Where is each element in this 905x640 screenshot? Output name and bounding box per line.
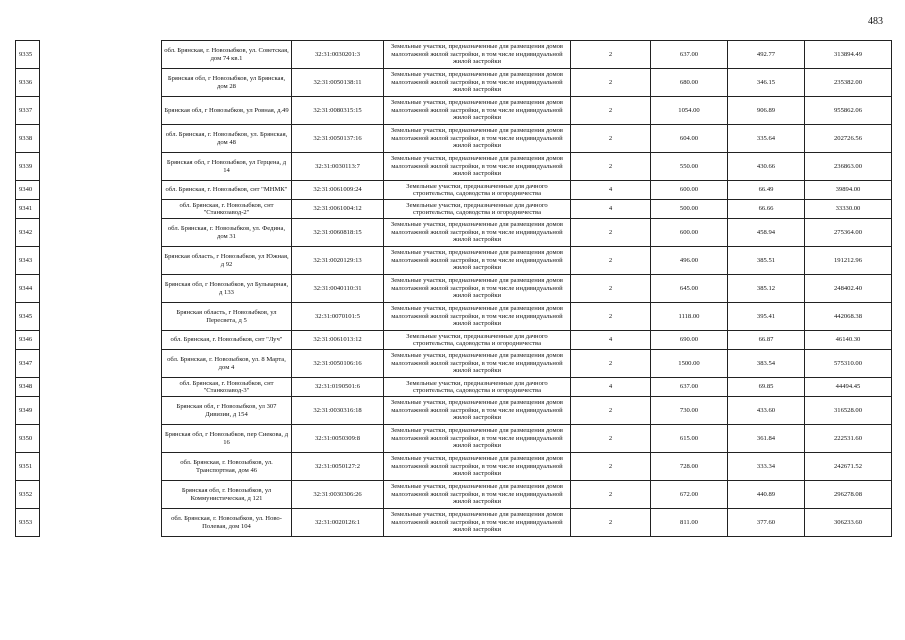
blank-cell [40, 247, 162, 275]
cadastral-value-cell: 242671.52 [805, 453, 892, 481]
cadastral-value-cell: 236863.00 [805, 153, 892, 181]
address-cell: обл. Брянская, г. Новозыбков, ул. Транспортная, дом 46 [162, 453, 292, 481]
group-cell: 2 [571, 97, 651, 125]
group-cell: 2 [571, 219, 651, 247]
specific-value-cell: 433.60 [728, 397, 805, 425]
row-number-cell: 9353 [16, 509, 40, 537]
specific-value-cell: 361.84 [728, 425, 805, 453]
table-row [16, 378, 892, 397]
specific-value-cell: 430.66 [728, 153, 805, 181]
land-use-cell: Земельные участки, предназначенные для размещения домов малоэтажной жилой застройки, в том числе индивидуальной жилой застройки [384, 97, 571, 125]
area-cell: 604.00 [651, 125, 728, 153]
group-cell: 2 [571, 397, 651, 425]
row-number-cell: 9337 [16, 97, 40, 125]
cadastral-number-cell: 32:31:0080315:15 [292, 97, 384, 125]
table-row [16, 397, 892, 425]
group-cell: 4 [571, 331, 651, 350]
land-use-cell: Земельные участки, предназначенные для размещения домов малоэтажной жилой застройки, в том числе индивидуальной жилой застройки [384, 153, 571, 181]
group-cell: 2 [571, 69, 651, 97]
blank-cell [40, 219, 162, 247]
land-use-cell: Земельные участки, предназначенные для размещения домов малоэтажной жилой застройки, в том числе индивидуальной жилой застройки [384, 247, 571, 275]
blank-cell [40, 97, 162, 125]
group-cell: 2 [571, 247, 651, 275]
address-cell: Брянская область, г Новозыбков, ул Пересвета, д 5 [162, 303, 292, 331]
area-cell: 550.00 [651, 153, 728, 181]
specific-value-cell: 377.60 [728, 509, 805, 537]
specific-value-cell: 385.12 [728, 275, 805, 303]
group-cell: 4 [571, 181, 651, 200]
table-row [16, 509, 892, 537]
blank-cell [40, 509, 162, 537]
blank-cell [40, 397, 162, 425]
cadastral-value-cell: 44494.45 [805, 378, 892, 397]
specific-value-cell: 385.51 [728, 247, 805, 275]
row-number-cell: 9340 [16, 181, 40, 200]
row-number-cell: 9342 [16, 219, 40, 247]
cadastral-number-cell: 32:31:0070101:5 [292, 303, 384, 331]
row-number-cell: 9338 [16, 125, 40, 153]
table-row [16, 181, 892, 200]
table-row [16, 41, 892, 69]
cadastral-value-cell: 313894.49 [805, 41, 892, 69]
blank-cell [40, 153, 162, 181]
blank-cell [40, 181, 162, 200]
row-number-cell: 9341 [16, 200, 40, 219]
specific-value-cell: 66.66 [728, 200, 805, 219]
cadastral-value-cell: 33330.00 [805, 200, 892, 219]
table-row [16, 275, 892, 303]
cadastral-number-cell: 32:31:0020126:1 [292, 509, 384, 537]
area-cell: 1118.00 [651, 303, 728, 331]
cadastral-number-cell: 32:31:0030201:3 [292, 41, 384, 69]
cadastral-value-cell: 575310.00 [805, 350, 892, 378]
cadastral-value-cell: 222531.60 [805, 425, 892, 453]
blank-cell [40, 350, 162, 378]
land-use-cell: Земельные участки, предназначенные для дачного строительства, садоводства и огородничества [384, 378, 571, 397]
land-use-cell: Земельные участки, предназначенные для размещения домов малоэтажной жилой застройки, в том числе индивидуальной жилой застройки [384, 275, 571, 303]
blank-cell [40, 200, 162, 219]
address-cell: обл. Брянская, г. Новозыбков, ул. Ново-Полевая, дом 104 [162, 509, 292, 537]
specific-value-cell: 458.94 [728, 219, 805, 247]
address-cell: обл. Брянская, г. Новозыбков, ул. Федина, дом 31 [162, 219, 292, 247]
land-use-cell: Земельные участки, предназначенные для дачного строительства, садоводства и огородничества [384, 181, 571, 200]
specific-value-cell: 440.89 [728, 481, 805, 509]
specific-value-cell: 492.77 [728, 41, 805, 69]
address-cell: обл. Брянская, г. Новозыбков, снт "Станкозавод-3" [162, 378, 292, 397]
cadastral-number-cell: 32:31:0050106:16 [292, 350, 384, 378]
cadastral-number-cell: 32:31:0050309:8 [292, 425, 384, 453]
land-use-cell: Земельные участки, предназначенные для дачного строительства, садоводства и огородничества [384, 200, 571, 219]
cadastral-value-cell: 202726.56 [805, 125, 892, 153]
area-cell: 1054.00 [651, 97, 728, 125]
area-cell: 680.00 [651, 69, 728, 97]
group-cell: 2 [571, 350, 651, 378]
row-number-cell: 9335 [16, 41, 40, 69]
table-row [16, 425, 892, 453]
area-cell: 637.00 [651, 378, 728, 397]
table-row [16, 247, 892, 275]
land-use-cell: Земельные участки, предназначенные для размещения домов малоэтажной жилой застройки, в том числе индивидуальной жилой застройки [384, 397, 571, 425]
group-cell: 2 [571, 41, 651, 69]
group-cell: 2 [571, 509, 651, 537]
land-use-cell: Земельные участки, предназначенные для размещения домов малоэтажной жилой застройки, в том числе индивидуальной жилой застройки [384, 453, 571, 481]
cadastral-number-cell: 32:31:0060818:15 [292, 219, 384, 247]
cadastral-value-cell: 191212.96 [805, 247, 892, 275]
table-row [16, 97, 892, 125]
address-cell: Брянская обл, г. Новозыбков, ул Коммунистическая, д 121 [162, 481, 292, 509]
address-cell: Брянская область, г Новозыбков, ул Южная, д 92 [162, 247, 292, 275]
specific-value-cell: 333.34 [728, 453, 805, 481]
address-cell: обл. Брянская, г. Новозыбков, снт "Луч" [162, 331, 292, 350]
cadastral-number-cell: 32:31:0050127:2 [292, 453, 384, 481]
specific-value-cell: 383.54 [728, 350, 805, 378]
area-cell: 500.00 [651, 200, 728, 219]
cadastral-number-cell: 32:31:0050138:11 [292, 69, 384, 97]
cadastral-value-cell: 275364.00 [805, 219, 892, 247]
cadastral-number-cell: 32:31:0190501:6 [292, 378, 384, 397]
area-cell: 672.00 [651, 481, 728, 509]
area-cell: 730.00 [651, 397, 728, 425]
blank-cell [40, 125, 162, 153]
cadastral-value-cell: 46140.30 [805, 331, 892, 350]
land-use-cell: Земельные участки, предназначенные для размещения домов малоэтажной жилой застройки, в том числе индивидуальной жилой застройки [384, 41, 571, 69]
group-cell: 4 [571, 378, 651, 397]
blank-cell [40, 275, 162, 303]
table-row [16, 200, 892, 219]
cadastral-number-cell: 32:31:0020129:13 [292, 247, 384, 275]
row-number-cell: 9348 [16, 378, 40, 397]
row-number-cell: 9347 [16, 350, 40, 378]
land-use-cell: Земельные участки, предназначенные для размещения домов малоэтажной жилой застройки, в том числе индивидуальной жилой застройки [384, 425, 571, 453]
area-cell: 600.00 [651, 219, 728, 247]
blank-cell [40, 425, 162, 453]
address-cell: обл. Брянская, г. Новозыбков, снт "МНМК" [162, 181, 292, 200]
specific-value-cell: 395.41 [728, 303, 805, 331]
address-cell: Брянская обл, г Новозыбков, ул Брянская, дом 28 [162, 69, 292, 97]
land-use-cell: Земельные участки, предназначенные для размещения домов малоэтажной жилой застройки, в том числе индивидуальной жилой застройки [384, 303, 571, 331]
blank-cell [40, 378, 162, 397]
cadastral-value-cell: 442068.38 [805, 303, 892, 331]
row-number-cell: 9349 [16, 397, 40, 425]
row-number-cell: 9336 [16, 69, 40, 97]
land-use-cell: Земельные участки, предназначенные для размещения домов малоэтажной жилой застройки, в том числе индивидуальной жилой застройки [384, 69, 571, 97]
row-number-cell: 9351 [16, 453, 40, 481]
group-cell: 2 [571, 125, 651, 153]
table-row [16, 219, 892, 247]
address-cell: обл. Брянская, г. Новозыбков, ул. Брянская, дом 48 [162, 125, 292, 153]
cadastral-number-cell: 32:31:0050137:16 [292, 125, 384, 153]
area-cell: 600.00 [651, 181, 728, 200]
row-number-cell: 9352 [16, 481, 40, 509]
cadastral-value-cell: 316528.00 [805, 397, 892, 425]
specific-value-cell: 335.64 [728, 125, 805, 153]
address-cell: обл. Брянская, г. Новозыбков, ул. Советская, дом 74 кв.1 [162, 41, 292, 69]
table-row [16, 153, 892, 181]
cadastral-number-cell: 32:31:0061004:12 [292, 200, 384, 219]
table-row [16, 481, 892, 509]
blank-cell [40, 331, 162, 350]
cadastral-value-cell: 306233.60 [805, 509, 892, 537]
cadastral-value-cell: 296278.08 [805, 481, 892, 509]
blank-cell [40, 69, 162, 97]
table-row [16, 331, 892, 350]
area-cell: 615.00 [651, 425, 728, 453]
blank-cell [40, 303, 162, 331]
address-cell: обл. Брянская, г. Новозыбков, ул. 8 Марта, дом 4 [162, 350, 292, 378]
specific-value-cell: 66.87 [728, 331, 805, 350]
land-use-cell: Земельные участки, предназначенные для размещения домов малоэтажной жилой застройки, в том числе индивидуальной жилой застройки [384, 125, 571, 153]
cadastral-number-cell: 32:31:0030306:26 [292, 481, 384, 509]
area-cell: 1500.00 [651, 350, 728, 378]
area-cell: 637.00 [651, 41, 728, 69]
area-cell: 496.00 [651, 247, 728, 275]
land-use-cell: Земельные участки, предназначенные для дачного строительства, садоводства и огородничества [384, 331, 571, 350]
row-number-cell: 9343 [16, 247, 40, 275]
cadastral-number-cell: 32:31:0030113:7 [292, 153, 384, 181]
address-cell: Брянская обл, г Новозыбков, пер Сиекова, д 16 [162, 425, 292, 453]
group-cell: 2 [571, 425, 651, 453]
table-body [16, 41, 892, 537]
group-cell: 2 [571, 453, 651, 481]
group-cell: 2 [571, 303, 651, 331]
blank-cell [40, 481, 162, 509]
table-row [16, 125, 892, 153]
table-row [16, 69, 892, 97]
address-cell: Брянская обл, г Новозыбков, ул Герцена, д 14 [162, 153, 292, 181]
row-number-cell: 9344 [16, 275, 40, 303]
group-cell: 4 [571, 200, 651, 219]
land-use-cell: Земельные участки, предназначенные для размещения домов малоэтажной жилой застройки, в том числе индивидуальной жилой застройки [384, 219, 571, 247]
specific-value-cell: 66.49 [728, 181, 805, 200]
row-number-cell: 9345 [16, 303, 40, 331]
table-row [16, 350, 892, 378]
land-use-cell: Земельные участки, предназначенные для размещения домов малоэтажной жилой застройки, в том числе индивидуальной жилой застройки [384, 509, 571, 537]
page-number: 483 [868, 16, 883, 27]
address-cell: обл. Брянская, г. Новозыбков, снт "Станкозавод-2" [162, 200, 292, 219]
address-cell: Брянская обл, г Новозыбков, ул Бульварная, д 133 [162, 275, 292, 303]
cadastral-value-cell: 39894.00 [805, 181, 892, 200]
blank-cell [40, 41, 162, 69]
group-cell: 2 [571, 153, 651, 181]
row-number-cell: 9350 [16, 425, 40, 453]
row-number-cell: 9339 [16, 153, 40, 181]
group-cell: 2 [571, 275, 651, 303]
specific-value-cell: 906.89 [728, 97, 805, 125]
blank-cell [40, 453, 162, 481]
address-cell: Брянская обл, г Новозыбков, ул 307 Дивизии, д 154 [162, 397, 292, 425]
table-row [16, 453, 892, 481]
cadastral-value-table [15, 40, 892, 537]
cadastral-number-cell: 32:31:0030316:18 [292, 397, 384, 425]
cadastral-number-cell: 32:31:0040110:31 [292, 275, 384, 303]
address-cell: Брянская обл, г Новозыбков, ул Ровная, д.49 [162, 97, 292, 125]
cadastral-number-cell: 32:31:0061009:24 [292, 181, 384, 200]
row-number-cell: 9346 [16, 331, 40, 350]
cadastral-value-cell: 248402.40 [805, 275, 892, 303]
land-use-cell: Земельные участки, предназначенные для размещения домов малоэтажной жилой застройки, в том числе индивидуальной жилой застройки [384, 481, 571, 509]
area-cell: 690.00 [651, 331, 728, 350]
land-use-cell: Земельные участки, предназначенные для размещения домов малоэтажной жилой застройки, в том числе индивидуальной жилой застройки [384, 350, 571, 378]
specific-value-cell: 346.15 [728, 69, 805, 97]
cadastral-value-cell: 955862.06 [805, 97, 892, 125]
group-cell: 2 [571, 481, 651, 509]
area-cell: 811.00 [651, 509, 728, 537]
table-row [16, 303, 892, 331]
area-cell: 728.00 [651, 453, 728, 481]
cadastral-value-cell: 235382.00 [805, 69, 892, 97]
specific-value-cell: 69.85 [728, 378, 805, 397]
area-cell: 645.00 [651, 275, 728, 303]
cadastral-number-cell: 32:31:0061013:12 [292, 331, 384, 350]
